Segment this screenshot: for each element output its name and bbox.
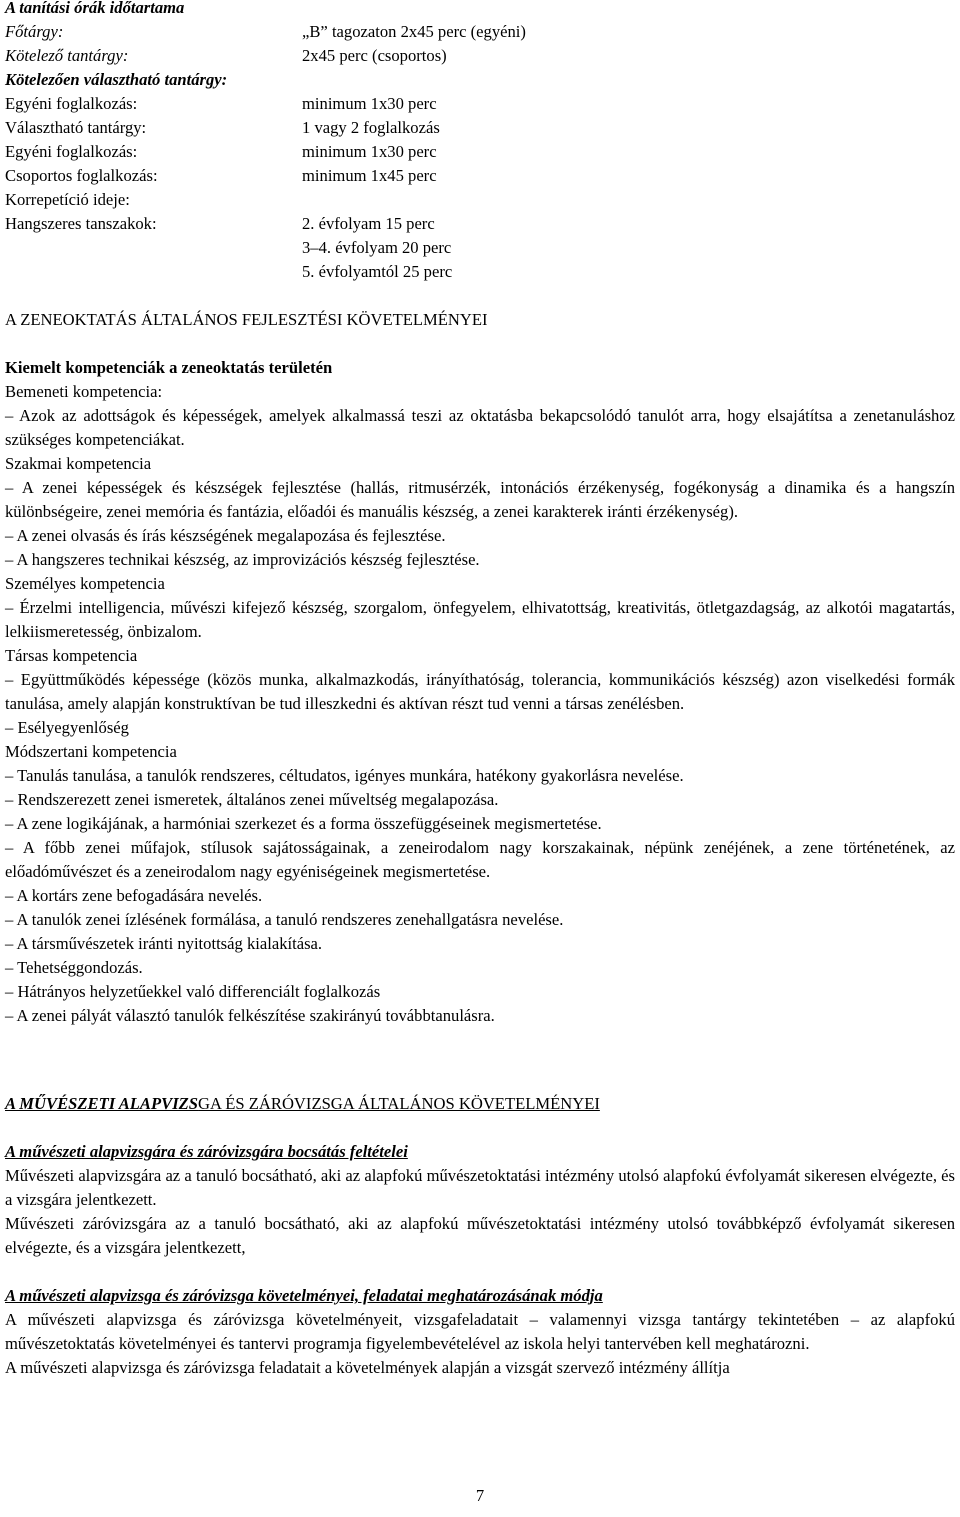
list-item: – A zenei képességek és készségek fejlesztése (hallás, ritmusérzék, intonációs érzékenység, fogékonyság a dinamika és a hangszín különbségeire, zenei memória és fantázia, előadói és manuális készség, a zenei karakterek iránti érzékenység).: [5, 478, 955, 521]
duration-value: 3–4. évfolyam 20 perc: [302, 238, 452, 257]
duration-value: minimum 1x30 perc: [302, 94, 437, 113]
duration-row: [5, 140, 955, 164]
professional-competence-label: Szakmai kompetencia: [5, 454, 152, 473]
duration-label: Hangszeres tanszakok:: [5, 214, 157, 233]
duration-row: [5, 92, 955, 116]
duration-value: 1 vagy 2 foglalkozás: [302, 118, 440, 137]
duration-row: [5, 116, 955, 140]
page-number: 7: [475, 1486, 485, 1505]
exam-conditions-title: A művészeti alapvizsgára és záróvizsgára bocsátás feltételei: [5, 1142, 408, 1161]
list-item: – A társművészetek iránti nyitottság kialakítása.: [5, 934, 323, 953]
list-item: – A zene logikájának, a harmóniai szerkezet és a forma összefüggéseinek megismertetése.: [5, 814, 602, 833]
list-item: – Rendszerezett zenei ismeretek, általános zenei műveltség megalapozása.: [5, 790, 499, 809]
duration-row: [5, 164, 955, 188]
list-item: – A kortárs zene befogadására nevelés.: [5, 886, 263, 905]
social-competence-label: Társas kompetencia: [5, 646, 138, 665]
requirements-heading: A ZENEOKTATÁS ÁLTALÁNOS FEJLESZTÉSI KÖVETELMÉNYEI: [5, 310, 488, 329]
duration-value: minimum 1x30 perc: [302, 142, 437, 161]
duration-label: Főtárgy:: [5, 22, 64, 41]
method-competence-label: Módszertani kompetencia: [5, 742, 177, 761]
duration-label: Egyéni foglalkozás:: [5, 142, 138, 161]
duration-row: [5, 20, 955, 44]
duration-row: [5, 188, 955, 212]
duration-row: [5, 236, 955, 260]
duration-label: Kötelező tantárgy:: [5, 46, 129, 65]
duration-label: Csoportos foglalkozás:: [5, 166, 158, 185]
duration-value: 5. évfolyamtól 25 perc: [302, 262, 453, 281]
entry-competence-text: – Azok az adottságok és képességek, amelyek alkalmassá teszi az oktatásba bekapcsolódó tanulót arra, hogy elsajátítsa a zenetanuláshoz szükséges kompetenciákat.: [5, 406, 955, 449]
duration-value: 2. évfolyam 15 perc: [302, 214, 435, 233]
exam-method-title: A művészeti alapvizsga és záróvizsga követelményei, feladatai meghatározásának módja: [5, 1286, 603, 1305]
list-item: – A zenei olvasás és írás készségének megalapozása és fejlesztése.: [5, 526, 446, 545]
list-item: – A hangszeres technikai készség, az improvizációs készség fejlesztése.: [5, 550, 480, 569]
durations-table: [5, 20, 955, 284]
method-competence-list: [5, 764, 955, 1028]
list-item: – A zenei pályát választó tanulók felkészítése szakirányú továbbtanulásra.: [5, 1006, 495, 1025]
list-item: – Érzelmi intelligencia, művészi kifejező készség, szorgalom, önfegyelem, elhivatottság, kreativitás, ötletgazdagság, az alkotói magatartás, lelkiismeretesség, önbizalom.: [5, 598, 955, 641]
list-item: – A tanulók zenei ízlésének formálása, a tanuló rendszeres zenehallgatásra nevelése.: [5, 910, 564, 929]
exam-method-p2: A művészeti alapvizsga és záróvizsga feladatait a követelmények alapján a vizsgát szervező intézmény állítja: [5, 1358, 730, 1377]
duration-value: 2x45 perc (csoportos): [302, 46, 447, 65]
list-item: – Tanulás tanulása, a tanulók rendszeres, céltudatos, igényes munkára, hatékony gyakorlásra nevelése.: [5, 766, 684, 785]
competencies-subheading: Kiemelt kompetenciák a zeneoktatás területén: [5, 358, 333, 377]
durations-title: A tanítási órák időtartama: [5, 0, 185, 17]
duration-row: [5, 68, 955, 92]
duration-row: [5, 260, 955, 284]
list-item: – Tehetséggondozás.: [5, 958, 143, 977]
list-item: – Hátrányos helyzetűekkel való differenciált foglalkozás: [5, 982, 381, 1001]
list-item: – A főbb zenei műfajok, stílusok sajátosságainak, a zeneirodalom nagy korszakainak, népünk zenéjének, a zene történetének, az előadóművészet és a zeneirodalom nagy egyéniségeinek megismertetése.: [5, 838, 955, 881]
duration-label: Kötelezően választható tantárgy:: [5, 70, 228, 89]
duration-label: Egyéni foglalkozás:: [5, 94, 138, 113]
duration-label: [5, 260, 302, 284]
entry-competence-label: Bemeneti kompetencia:: [5, 382, 163, 401]
personal-competence-label: Személyes kompetencia: [5, 574, 165, 593]
exam-conditions-p2: Művészeti záróvizsgára az a tanuló bocsátható, aki az alapfokú művészetoktatási intézmény utolsó továbbképző évfolyamát sikeresen elvégezte, és a vizsgára jelentkezett,: [5, 1214, 955, 1257]
duration-value: minimum 1x45 perc: [302, 166, 437, 185]
duration-label: [5, 236, 302, 260]
duration-value: „B” tagozaton 2x45 perc (egyéni): [302, 22, 526, 41]
personal-competence-list: [5, 596, 955, 644]
duration-row: [5, 44, 955, 68]
document-page: [5, 0, 955, 1380]
list-item: – Együttműködés képessége (közös munka, alkalmazkodás, irányíthatóság, tolerancia, kommunikációs készség) azon viselkedési formák tanulása, amely alapján konstruktívan be tud illeszkedni és aktívan részt tud venni a társas zenélésben.: [5, 670, 955, 713]
exam-method-p1: A művészeti alapvizsga és záróvizsga követelményeit, vizsgafeladatait – valamennyi vizsga tantárgy tekintetében – az alapfokú művészetoktatás követelményei és tantervi programja figyelembevételével az iskola helyi tantervében kell meghatározni.: [5, 1310, 955, 1353]
duration-label: Korrepetíció ideje:: [5, 190, 130, 209]
professional-competence-list: [5, 476, 955, 572]
exam-conditions-p1: Művészeti alapvizsgára az a tanuló bocsátható, aki az alapfokú művészetoktatási intézmény utolsó alapfokú évfolyamát sikeresen elvégezte, és a vizsgára jelentkezett.: [5, 1166, 955, 1209]
social-competence-list: [5, 668, 955, 740]
exam-heading: A MŰVÉSZETI ALAPVIZSGA ÉS ZÁRÓVIZSGA ÁLTALÁNOS KÖVETELMÉNYEI: [5, 1094, 600, 1113]
duration-row: [5, 212, 955, 236]
duration-value: [302, 188, 955, 212]
duration-label: Választható tantárgy:: [5, 118, 147, 137]
duration-value: [302, 68, 955, 92]
list-item: – Esélyegyenlőség: [5, 718, 129, 737]
